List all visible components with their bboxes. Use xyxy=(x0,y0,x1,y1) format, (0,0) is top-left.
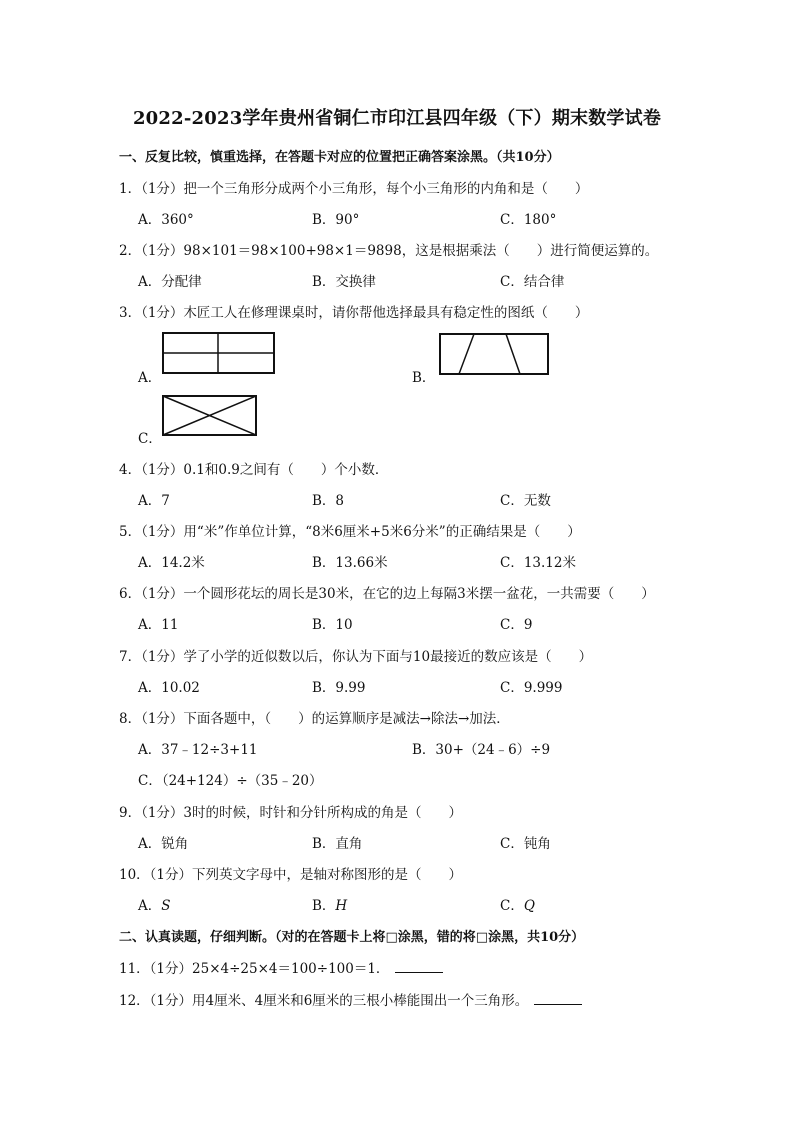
question-9: 9．（1分）3时的时候，时针和分针所构成的角是（ ） xyxy=(119,805,463,821)
q5-option-a: A．14.2米 xyxy=(138,555,205,571)
question-7: 7．（1分）学了小学的近似数以后，你认为下面与10最接近的数应该是（ ） xyxy=(119,649,593,665)
q10-option-c-label: C． xyxy=(500,898,524,914)
section-2-heading: 二、认真读题，仔细判断。（对的在答题卡上将□涂黑，错的将□涂黑，共10分） xyxy=(119,930,585,945)
q3-option-a: A． xyxy=(138,370,162,386)
q3-option-b: B． xyxy=(412,370,436,386)
question-12-text: 12．（1分）用4厘米、4厘米和6厘米的三根小棒能围出一个三角形。 xyxy=(119,993,529,1009)
q7-option-b: B．9.99 xyxy=(312,680,366,696)
q8-option-c: C．（24+124）÷（35﹣20） xyxy=(138,773,323,789)
question-10: 10．（1分）下列英文字母中，是轴对称图形的是（ ） xyxy=(119,867,463,883)
question-3: 3．（1分）木匠工人在修理课桌时，请你帮他选择最具有稳定性的图纸（ ） xyxy=(119,305,589,321)
q10-option-a xyxy=(138,894,171,914)
q7-option-a: A．10.02 xyxy=(138,680,200,696)
q10-letter-s: S xyxy=(161,898,171,914)
q10-option-a-label: A． xyxy=(138,898,162,914)
q5-option-c: C．13.12米 xyxy=(500,555,576,571)
answer-blank xyxy=(534,992,582,1005)
q10-letter-q: Q xyxy=(523,898,535,914)
q10-option-c xyxy=(500,894,535,914)
q4-option-a: A．7 xyxy=(138,493,170,509)
q10-option-b-label: B． xyxy=(312,898,336,914)
q8-option-a: A．37﹣12÷3+11 xyxy=(138,742,258,758)
answer-blank xyxy=(395,960,443,973)
q3-figure-c-rectangle-cross xyxy=(162,395,258,437)
question-6: 6．（1分）一个圆形花坛的周长是30米，在它的边上每隔3米摆一盆花，一共需要（ ） xyxy=(119,586,655,602)
q3-option-c: C． xyxy=(138,431,162,447)
q8-option-b: B．30+（24﹣6）÷9 xyxy=(412,742,551,758)
page-title: 2022-2023学年贵州省铜仁市印江县四年级（下）期末数学试卷 xyxy=(132,108,662,129)
q2-option-c: C．结合律 xyxy=(500,274,565,290)
q6-option-a: A．11 xyxy=(138,617,179,633)
section-1-heading: 一、反复比较，慎重选择，在答题卡对应的位置把正确答案涂黑。（共10分） xyxy=(119,150,560,165)
q4-option-c: C．无数 xyxy=(500,493,551,509)
question-5: 5．（1分）用“米”作单位计算，“8米6厘米+5米6分米”的正确结果是（ ） xyxy=(119,524,581,540)
q1-option-a: A．360° xyxy=(138,212,194,228)
q6-option-c: C．9 xyxy=(500,617,533,633)
q9-option-a: A．锐角 xyxy=(138,836,189,852)
q5-option-b: B．13.66米 xyxy=(312,555,388,571)
question-8: 8．（1分）下面各题中，（ ）的运算顺序是减法→除法→加法． xyxy=(119,711,510,727)
question-11 xyxy=(119,957,443,977)
q7-option-c: C．9.999 xyxy=(500,680,563,696)
question-12 xyxy=(119,989,582,1009)
question-1: 1．（1分）把一个三角形分成两个小三角形，每个小三角形的内角和是（ ） xyxy=(119,181,589,197)
q2-option-b: B．交换律 xyxy=(312,274,376,290)
q1-option-b: B．90° xyxy=(312,212,360,228)
question-4: 4．（1分）0.1和0.9之间有（ ）个小数． xyxy=(119,462,389,478)
question-11-text: 11．（1分）25×4÷25×4＝100÷100＝1． xyxy=(119,961,390,977)
q10-letter-h: H xyxy=(335,898,348,914)
q2-option-a: A．分配律 xyxy=(138,274,202,290)
q10-option-b xyxy=(312,894,347,914)
q9-option-c: C．钝角 xyxy=(500,836,551,852)
q9-option-b: B．直角 xyxy=(312,836,363,852)
question-2: 2．（1分）98×101＝98×100+98×1＝9898，这是根据乘法（ ）进行简便运算的。 xyxy=(119,243,659,259)
q3-figure-a-rectangle-grid xyxy=(162,332,276,376)
q1-option-c: C．180° xyxy=(500,212,557,228)
q3-figure-b-trapezoid-frame xyxy=(439,333,551,377)
q4-option-b: B．8 xyxy=(312,493,345,509)
q6-option-b: B．10 xyxy=(312,617,353,633)
